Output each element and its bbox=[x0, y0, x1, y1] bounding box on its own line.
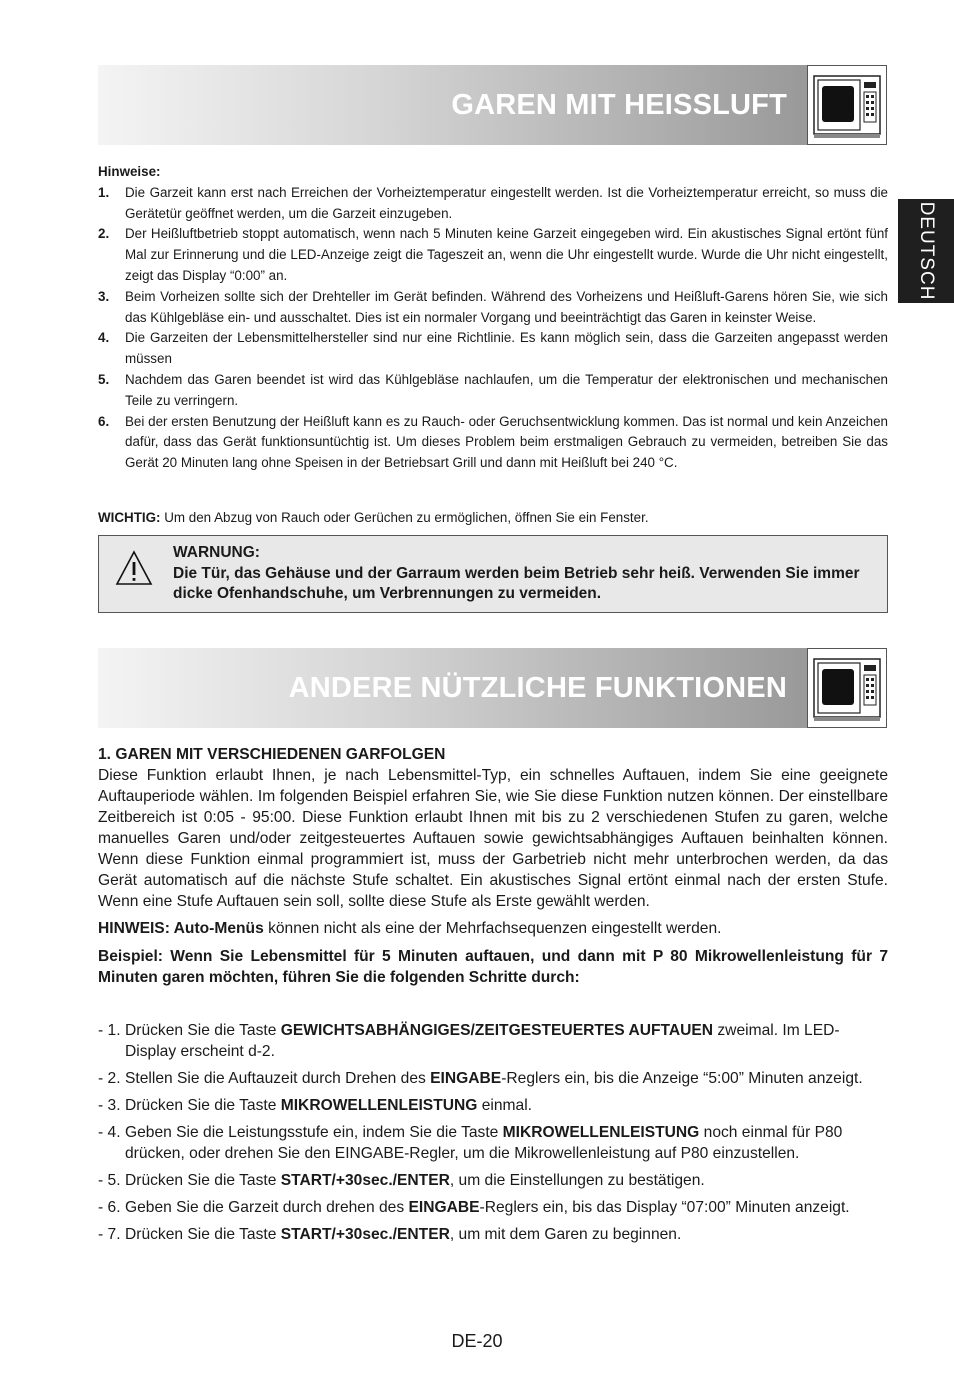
note-item: 2. Der Heißluftbetrieb stoppt automatisch, wenn nach 5 Minuten keine Garzeit eingegeben wird. Ein akustisches Signal ertönt fünf Mal zur Erinnerung und die LED-Anzeige zeigt die Tageszeit an, wenn die Uhr eingestellt wurde. Wurde die Uhr nicht eingestellt, zeigt das Display “0:00” an. bbox=[98, 226, 888, 283]
microwave-icon bbox=[807, 65, 887, 145]
step-item: - 4. Geben Sie die Leistungsstufe ein, indem Sie die Taste MIKROWELLENLEISTUNG noch einmal für P80 drücken, oder drehen Sie den EINGABE-Regler, um die Mikrowellenleistung auf P80 einzustellen. bbox=[98, 1124, 843, 1162]
important-label: WICHTIG: bbox=[98, 510, 161, 525]
section-title: ANDERE NÜTZLICHE FUNKTIONEN bbox=[288, 672, 787, 704]
warning-box bbox=[98, 535, 888, 613]
note-item: 3. Beim Vorheizen sollte sich der Drehteller im Gerät befinden. Während des Vorheizens und Heißluft-Garens hören Sie, wie sich das Kühlgebläse ein- und ausschaltet. Dies ist ein normaler Vorgang und beeinträchtigt das Garen in keinster Weise. bbox=[98, 288, 888, 325]
language-tab bbox=[898, 199, 954, 303]
notes-section bbox=[98, 162, 888, 474]
step-item: - 6. Geben Sie die Garzeit durch drehen des EINGABE-Reglers ein, bis das Display “07:00” Minuten anzeigt. bbox=[98, 1199, 850, 1216]
microwave-icon bbox=[807, 648, 887, 728]
section2-body bbox=[98, 744, 888, 988]
description-paragraph: Diese Funktion erlaubt Ihnen, je nach Lebensmittel-Typ, ein schnelles Auftauen, indem Sie eine geeignete Auftauperiode wählen. Im folgenden Beispiel erfahren Sie, wie Sie diese Funktion nutzen können. Der einstellbare Zeitbereich ist 0:05 - 95:00. Diese Funktion erlaubt Ihnen mit bis zu 2 verschiedenen Stufen zu garen, welche manuelles Garen und/oder zeitgesteuertes Auftauen sowie gewichtsabhängiges Auftauen beinhalten können. Wenn diese Funktion einmal programmiert ist, muss der Garbetrieb nicht mehr unterbrochen werden, da das Gerät automatisch auf die nächste Stufe schaltet. Ein akustisches Signal ertönt einmal nach der ersten Stufe. Wenn eine Stufe Auftauen sein soll, sollte diese Stufe als Erste gewählt werden. bbox=[98, 767, 888, 910]
subheading: 1. GAREN MIT VERSCHIEDENEN GARFOLGEN bbox=[98, 746, 446, 763]
note-item: 5. Nachdem das Garen beendet ist wird das Kühlgebläse nachlaufen, um die Temperatur der elektronischen und mechanischen Teile zu verringern. bbox=[98, 371, 888, 408]
step-item: - 1. Drücken Sie die Taste GEWICHTSABHÄNGIGES/ZEITGESTEUERTES AUFTAUEN zweimal. Im LED-Display erscheint d-2. bbox=[98, 1022, 840, 1060]
step-item: - 5. Drücken Sie die Taste START/+30sec./ENTER, um die Einstellungen zu bestätigen. bbox=[98, 1172, 705, 1189]
note-item: 6. Bei der ersten Benutzung der Heißluft kann es zu Rauch- oder Geruchsentwicklung kommen. Das ist normal und kein Anzeichen dafür, dass das Gerät funktionsuntüchtig ist. Um dieses Problem beim erstmaligen Gebrauch zu vermeiden, betreiben Sie das Gerät 20 Minuten lang ohne Speisen in der Betriebsart Grill und dann mit Heißluft bei 240 °C. bbox=[98, 413, 888, 471]
important-note bbox=[98, 508, 888, 528]
hint-note bbox=[98, 918, 888, 939]
hint-text: können nicht als eine der Mehrfachsequenzen eingestellt werden. bbox=[263, 920, 722, 937]
warning-text: Die Tür, das Gehäuse und der Garraum werden beim Betrieb sehr heiß. Verwenden Sie immer dicke Ofenhandschuhe, um Verbrennungen zu vermeiden. bbox=[173, 564, 860, 602]
notes-heading: Hinweise: bbox=[98, 164, 161, 179]
page-number: DE-20 bbox=[451, 1331, 503, 1351]
warning-triangle-icon bbox=[115, 550, 153, 586]
steps-list bbox=[98, 1020, 888, 1251]
note-item: 1. Die Garzeit kann erst nach Erreichen der Vorheiztemperatur eingestellt werden. Ist die Vorheiztemperatur erreicht, so muss die Gerätetür geöffnet werden, um die Garzeit einzugeben. bbox=[98, 184, 888, 221]
section-title: GAREN MIT HEISSLUFT bbox=[451, 89, 787, 121]
language-label: DEUTSCH bbox=[916, 201, 937, 301]
note-item: 4. Die Garzeiten der Lebensmittelhersteller sind nur eine Richtlinie. Es kann möglich sein, dass die Garzeiten angepasst werden müssen bbox=[98, 330, 888, 367]
step-item: - 2. Stellen Sie die Auftauzeit durch Drehen des EINGABE-Reglers ein, bis die Anzeige “5:00” Minuten anzeigt. bbox=[98, 1070, 863, 1087]
step-item: - 3. Drücken Sie die Taste MIKROWELLENLEISTUNG einmal. bbox=[98, 1097, 532, 1114]
section-banner-funktionen bbox=[98, 648, 887, 728]
hint-label: HINWEIS: Auto-Menüs bbox=[98, 920, 264, 937]
example-text: Beispiel: Wenn Sie Lebensmittel für 5 Minuten auftauen, und dann mit P 80 Mikrowellenleistung für 7 Minuten garen möchten, führen Sie die folgenden Schritte durch: bbox=[98, 948, 888, 986]
step-item: - 7. Drücken Sie die Taste START/+30sec./ENTER, um mit dem Garen zu beginnen. bbox=[98, 1226, 682, 1243]
warning-title: WARNUNG: bbox=[173, 544, 260, 561]
important-text: Um den Abzug von Rauch oder Gerüchen zu ermöglichen, öffnen Sie ein Fenster. bbox=[160, 510, 649, 525]
section-banner-heissluft bbox=[98, 65, 887, 145]
